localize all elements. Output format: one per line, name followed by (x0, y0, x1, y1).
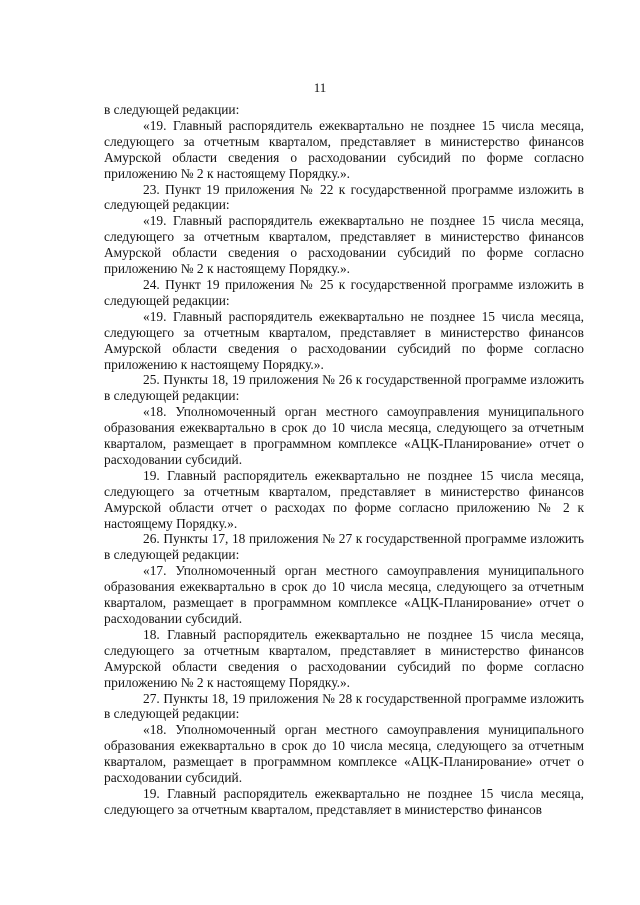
paragraph: в следующей редакции: (104, 102, 240, 117)
paragraph: 23. Пункт 19 приложения № 22 к государственной программе изложить в следующей редакции: (104, 181, 584, 213)
paragraph: 18. Главный распорядитель ежеквартально не позднее 15 числа месяца, следующего за отчетным кварталом, представляет в министерство финансов Амурской области сведения о расходовании субсидий по форме согласно приложению № 2 к настоящему Порядку.». (104, 626, 584, 690)
paragraph: 19. Главный распорядитель ежеквартально не позднее 15 числа месяца, следующего за отчетным кварталом, представляет в министерство финансов (104, 785, 584, 817)
paragraph: «19. Главный распорядитель ежеквартально не позднее 15 числа месяца, следующего за отчетным кварталом, представляет в министерство финансов Амурской области сведения о расходовании субсидий по форме согласно приложению № 2 к настоящему Порядку.». (104, 213, 584, 277)
paragraph: «19. Главный распорядитель ежеквартально не позднее 15 числа месяца, следующего за отчетным кварталом, представляет в министерство финансов Амурской области сведения о расходовании субсидий по форме согласно приложению № 2 к настоящему Порядку.». (104, 117, 584, 181)
paragraph: «17. Уполномоченный орган местного самоуправления муниципального образования ежеквартально в срок до 10 числа месяца, следующего за отчетным кварталом, размещает в программном комплексе «АЦК-Планирование» отчет о расходовании субсидий. (104, 563, 584, 626)
paragraph: 19. Главный распорядитель ежеквартально не позднее 15 числа месяца, следующего за отчетным кварталом, представляет в министерство финансов Амурской области отчет о расходах по форме согласно приложению № 2 к настоящему Порядку.». (104, 467, 584, 531)
paragraph: 26. Пункты 17, 18 приложения № 27 к государственной программе изложить в следующей редакции: (104, 531, 584, 563)
paragraph: «18. Уполномоченный орган местного самоуправления муниципального образования ежеквартально в срок до 10 числа месяца, следующего за отчетным кварталом, размещает в программном комплексе «АЦК-Планирование» отчет о расходовании субсидий. (104, 404, 584, 467)
paragraph: «19. Главный распорядитель ежеквартально не позднее 15 числа месяца, следующего за отчетным кварталом, представляет в министерство финансов Амурской области сведения о расходовании субсидий по форме согласно приложению к настоящему Порядку.». (104, 308, 584, 372)
paragraph: «18. Уполномоченный орган местного самоуправления муниципального образования ежеквартально в срок до 10 числа месяца, следующего за отчетным кварталом, размещает в программном комплексе «АЦК-Планирование» отчет о расходовании субсидий. (104, 722, 584, 786)
paragraph: 24. Пункт 19 приложения № 25 к государственной программе изложить в следующей редакции: (104, 276, 584, 308)
document-body (104, 102, 584, 818)
page-number: 11 (313, 80, 327, 95)
paragraph: 27. Пункты 18, 19 приложения № 28 к государственной программе изложить в следующей редакции: (104, 690, 584, 722)
paragraph: 25. Пункты 18, 19 приложения № 26 к государственной программе изложить в следующей редакции: (104, 372, 584, 404)
